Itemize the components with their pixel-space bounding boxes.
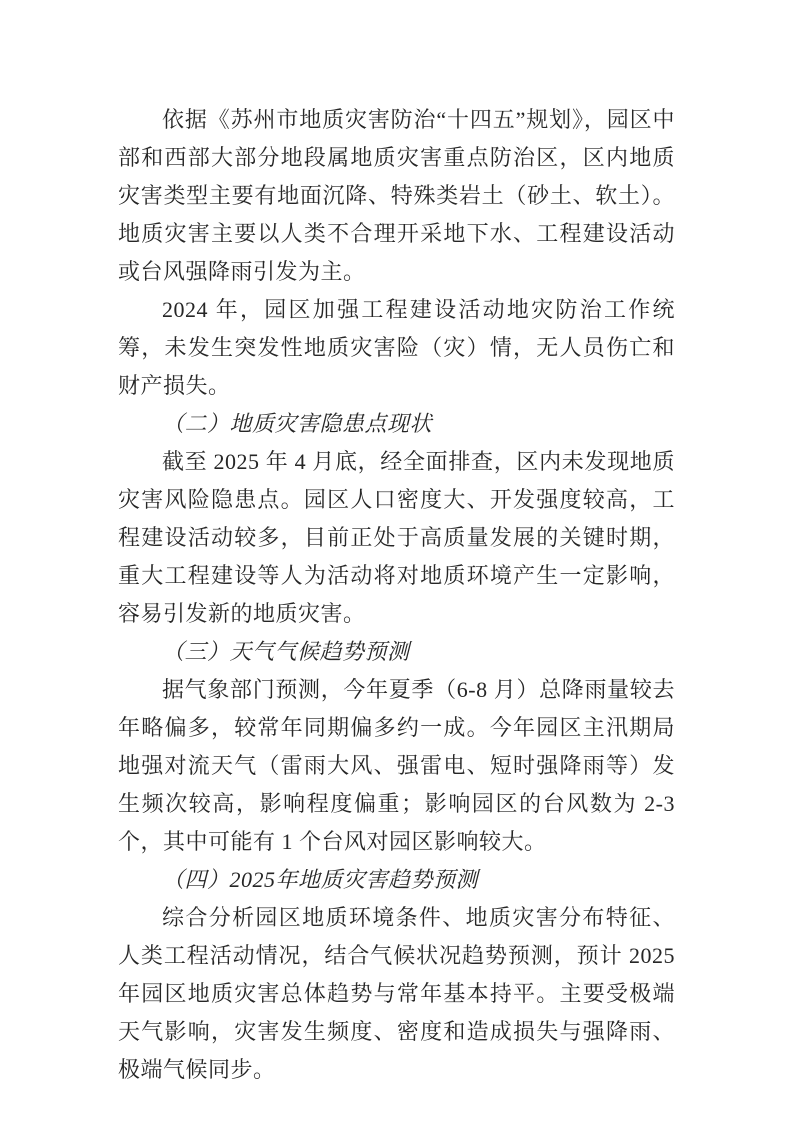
paragraph: 综合分析园区地质环境条件、地质灾害分布特征、人类工程活动情况，结合气候状况趋势预测，预计 2025 年园区地质灾害总体趋势与常年基本持平。主要受极端天气影响，灾害发生频度、密度和造成损失与强降雨、极端气候同步。 [118, 905, 675, 1082]
section-heading: （四）2025年地质灾害趋势预测 [162, 867, 479, 892]
section-heading: （二）地质灾害隐患点现状 [162, 411, 433, 436]
paragraph: 2024 年，园区加强工程建设活动地灾防治工作统筹，未发生突发性地质灾害险（灾）情，无人员伤亡和财产损失。 [118, 297, 675, 398]
section-heading: （三）天气气候趋势预测 [162, 639, 410, 664]
document-body [118, 101, 675, 1089]
paragraph: 据气象部门预测，今年夏季（6-8 月）总降雨量较去年略偏多，较常年同期偏多约一成。今年园区主汛期局地强对流天气（雷雨大风、强雷电、短时强降雨等）发生频次较高，影响程度偏重；影响园区的台风数为 2-3 个，其中可能有 1 个台风对园区影响较大。 [118, 677, 675, 854]
paragraph: 截至 2025 年 4 月底，经全面排查，区内未发现地质灾害风险隐患点。园区人口密度大、开发强度较高，工程建设活动较多，目前正处于高质量发展的关键时期，重大工程建设等人为活动将对地质环境产生一定影响，容易引发新的地质灾害。 [118, 449, 675, 626]
paragraph: 依据《苏州市地质灾害防治“十四五”规划》，园区中部和西部大部分地段属地质灾害重点防治区，区内地质灾害类型主要有地面沉降、特殊类岩土（砂土、软土）。地质灾害主要以人类不合理开采地下水、工程建设活动或台风强降雨引发为主。 [118, 107, 675, 284]
